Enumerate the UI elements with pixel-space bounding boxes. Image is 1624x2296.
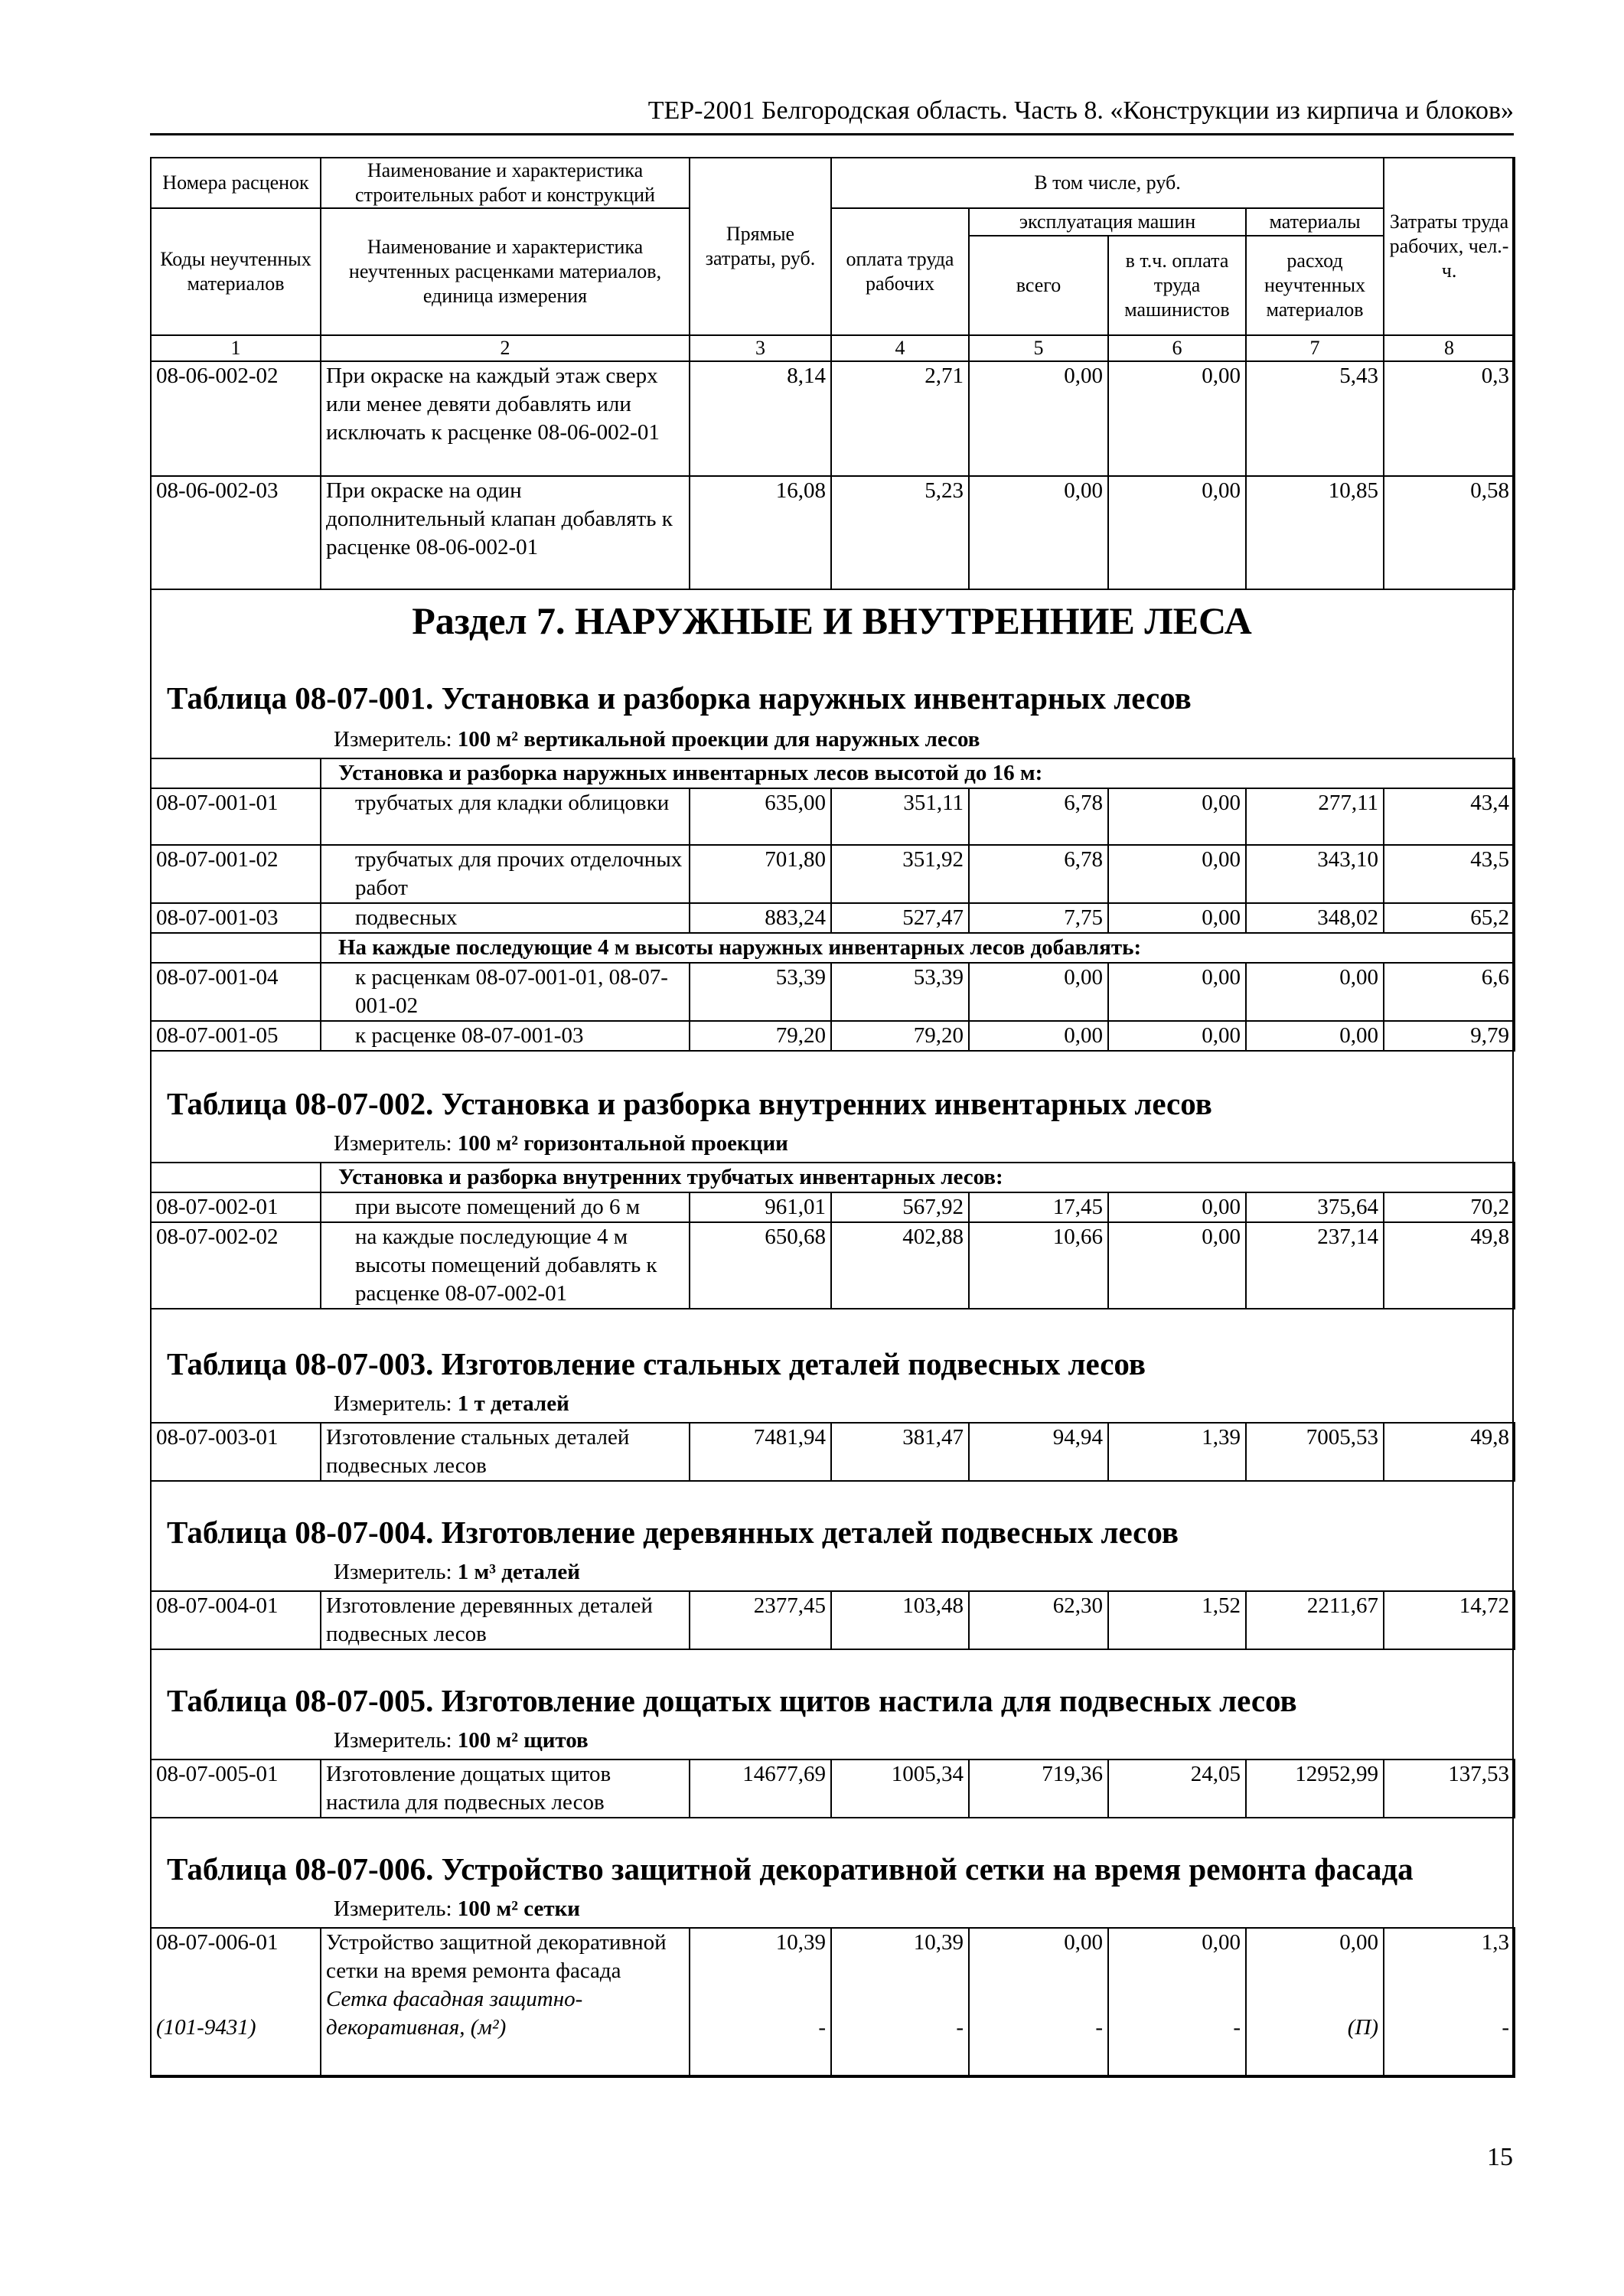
table-row <box>151 963 1515 1021</box>
row-value: 5,43 <box>1246 361 1384 476</box>
table-row <box>151 1760 1515 1818</box>
row-value: 7,75 <box>969 903 1108 933</box>
row-value-cell <box>831 1928 969 2077</box>
col-num: 4 <box>831 335 969 361</box>
row-code: 08-06-002-02 <box>151 361 321 476</box>
row-code: 08-07-001-05 <box>151 1021 321 1051</box>
table-row <box>151 1192 1515 1222</box>
row-value: 53,39 <box>831 963 969 1021</box>
row-value: 94,94 <box>969 1423 1108 1481</box>
measure-unit: 100 м² горизонтальной проекции <box>457 1131 788 1156</box>
subsection-heading: Установка и разборка наружных инвентарных лесов высотой до 16 м: <box>321 758 1515 788</box>
material-code: (101-9431) <box>156 2015 256 2040</box>
row-name: на каждые последующие 4 м высоты помещений добавлять к расценке 08-07-002-01 <box>321 1222 690 1309</box>
row-value: 1,52 <box>1108 1591 1246 1649</box>
row-value: 79,20 <box>690 1021 831 1051</box>
row-value: 0,00 <box>1108 361 1246 476</box>
row-value: 62,30 <box>969 1591 1108 1649</box>
row-value: 719,36 <box>969 1760 1108 1818</box>
row-name: при высоте помещений до 6 м <box>321 1192 690 1222</box>
table-row <box>151 903 1515 933</box>
row-value: 0,00 <box>969 963 1108 1021</box>
row-value: 0,58 <box>1384 476 1515 589</box>
row-value: 883,24 <box>690 903 831 933</box>
row-value: 0,00 <box>1339 1930 1378 1955</box>
col-labor: Затраты труда рабочих, чел.-ч. <box>1384 158 1515 335</box>
measure-unit: 100 м² щитов <box>457 1728 589 1753</box>
row-value: 635,00 <box>690 788 831 845</box>
col-including: В том числе, руб. <box>831 158 1384 208</box>
row-value: 0,00 <box>1108 903 1246 933</box>
row-value: 8,14 <box>690 361 831 476</box>
row-value: 49,8 <box>1384 1222 1515 1309</box>
row-value: 16,08 <box>690 476 831 589</box>
row-value-cell <box>1108 1928 1246 2077</box>
row-name: трубчатых для прочих отделочных работ <box>321 845 690 903</box>
row-value: 14677,69 <box>690 1760 831 1818</box>
col-name-materials: Наименование и характеристика неучтенных расценками материалов, единица измерения <box>321 208 690 335</box>
table-title: Таблица 08-07-005. Изготовление дощатых щитов настила для подвесных лесов <box>167 1683 1297 1718</box>
row-value: 1,39 <box>1108 1423 1246 1481</box>
row-value: 10,85 <box>1246 476 1384 589</box>
table-title: Таблица 08-07-001. Установка и разборка наружных инвентарных лесов <box>167 680 1192 716</box>
row-code: 08-07-006-01 <box>156 1930 279 1955</box>
table-row <box>151 1928 1515 2077</box>
row-value: 0,00 <box>1108 476 1246 589</box>
row-code: 08-07-003-01 <box>151 1423 321 1481</box>
row-code: 08-07-002-01 <box>151 1192 321 1222</box>
col-codes-materials: Коды неучтенных материалов <box>151 208 321 335</box>
table-row <box>151 361 1515 476</box>
row-name: Изготовление стальных деталей подвесных лесов <box>321 1423 690 1481</box>
row-value: 701,80 <box>690 845 831 903</box>
material-name: Сетка фасадная защитно-декоративная, (м²) <box>326 1987 583 2040</box>
table-title: Таблица 08-07-002. Установка и разборка внутренних инвентарных лесов <box>167 1086 1212 1121</box>
table-row <box>151 1021 1515 1051</box>
row-value: 7481,94 <box>690 1423 831 1481</box>
table-08-07-005 <box>150 1759 1515 1818</box>
row-value: 351,11 <box>831 788 969 845</box>
row-code: 08-07-004-01 <box>151 1591 321 1649</box>
measure-line <box>334 1896 580 1922</box>
row-value: 0,00 <box>1108 1192 1246 1222</box>
measure-line <box>334 1131 788 1156</box>
row-value: 6,6 <box>1384 963 1515 1021</box>
col-num: 6 <box>1108 335 1246 361</box>
row-value-cell <box>1384 1928 1515 2077</box>
row-code: 08-07-002-02 <box>151 1222 321 1309</box>
row-value: 402,88 <box>831 1222 969 1309</box>
row-value: 0,00 <box>1202 1930 1241 1955</box>
subsection-heading: На каждые последующие 4 м высоты наружных инвентарных лесов добавлять: <box>321 933 1515 963</box>
row-value: 567,92 <box>831 1192 969 1222</box>
table-08-07-004 <box>150 1590 1515 1650</box>
row-value-cell <box>1246 1928 1384 2077</box>
row-code: 08-07-001-01 <box>151 788 321 845</box>
row-value: 237,14 <box>1246 1222 1384 1309</box>
row-value: 70,2 <box>1384 1192 1515 1222</box>
row-value: 10,39 <box>913 1930 964 1955</box>
row-value: 0,00 <box>1108 845 1246 903</box>
row-value: 6,78 <box>969 788 1108 845</box>
table-title: Таблица 08-07-004. Изготовление деревянных деталей подвесных лесов <box>167 1515 1179 1550</box>
row-value: 527,47 <box>831 903 969 933</box>
row-value: 650,68 <box>690 1222 831 1309</box>
col-num: 2 <box>321 335 690 361</box>
row-code-cell <box>151 1928 321 2077</box>
row-value: 0,00 <box>1064 1930 1103 1955</box>
row-name: подвесных <box>321 903 690 933</box>
row-name: При окраске на один дополнительный клапан добавлять к расценке 08-06-002-01 <box>321 476 690 589</box>
row-code: 08-07-005-01 <box>151 1760 321 1818</box>
row-value: 1005,34 <box>831 1760 969 1818</box>
row-value: 0,00 <box>969 361 1108 476</box>
table-row <box>151 1591 1515 1649</box>
row-code: 08-07-001-02 <box>151 845 321 903</box>
row-value: 277,11 <box>1246 788 1384 845</box>
row-value: 2211,67 <box>1246 1591 1384 1649</box>
measure-label: Измеритель: <box>334 1896 452 1921</box>
measure-unit: 1 т деталей <box>457 1391 569 1416</box>
row-code: 08-07-001-04 <box>151 963 321 1021</box>
measure-unit: 100 м² вертикальной проекции для наружных лесов <box>457 727 980 752</box>
row-value: 0,00 <box>969 476 1108 589</box>
row-value: 1,3 <box>1481 1930 1509 1955</box>
table-08-07-003 <box>150 1422 1515 1482</box>
row-value: 43,4 <box>1384 788 1515 845</box>
row-value: 0,00 <box>1246 963 1384 1021</box>
col-direct-costs: Прямые затраты, руб. <box>690 158 831 335</box>
row-value: 137,53 <box>1384 1760 1515 1818</box>
table-title: Таблица 08-07-003. Изготовление стальных деталей подвесных лесов <box>167 1346 1146 1381</box>
row-value: 5,23 <box>831 476 969 589</box>
row-value: 9,79 <box>1384 1021 1515 1051</box>
row-value: 343,10 <box>1246 845 1384 903</box>
row-name: Изготовление деревянных деталей подвесных лесов <box>321 1591 690 1649</box>
row-value: 0,00 <box>1246 1021 1384 1051</box>
material-value: - <box>818 2015 826 2040</box>
row-value: 375,64 <box>1246 1192 1384 1222</box>
col-num: 7 <box>1246 335 1384 361</box>
table-row <box>151 476 1515 589</box>
measure-label: Измеритель: <box>334 727 452 752</box>
row-value: 2377,45 <box>690 1591 831 1649</box>
table-row <box>151 845 1515 903</box>
row-value: 6,78 <box>969 845 1108 903</box>
row-code: 08-07-001-03 <box>151 903 321 933</box>
row-value: 103,48 <box>831 1591 969 1649</box>
measure-unit: 1 м³ деталей <box>457 1560 580 1584</box>
col-codes-header: Номера расценок <box>151 158 321 208</box>
row-value-cell <box>969 1928 1108 2077</box>
table-row <box>151 1222 1515 1309</box>
row-value: 17,45 <box>969 1192 1108 1222</box>
table-08-07-006 <box>150 1927 1515 2078</box>
row-value: 0,3 <box>1384 361 1515 476</box>
row-name: к расценке 08-07-001-03 <box>321 1021 690 1051</box>
measure-label: Измеритель: <box>334 1560 452 1584</box>
row-name-cell <box>321 1928 690 2077</box>
col-wages: оплата труда рабочих <box>831 208 969 335</box>
measure-label: Измеритель: <box>334 1391 452 1416</box>
table-title: Таблица 08-07-006. Устройство защитной декоративной сетки на время ремонта фасада <box>167 1851 1414 1887</box>
row-value: 0,00 <box>1108 1222 1246 1309</box>
row-name: Изготовление дощатых щитов настила для подвесных лесов <box>321 1760 690 1818</box>
col-machines-total: всего <box>969 236 1108 335</box>
subsection-heading: Установка и разборка внутренних трубчатых инвентарных лесов: <box>321 1163 1515 1192</box>
material-value: - <box>956 2015 964 2040</box>
row-value: 0,00 <box>969 1021 1108 1051</box>
measure-line <box>334 1728 589 1753</box>
row-value: 14,72 <box>1384 1591 1515 1649</box>
row-name: к расценкам 08-07-001-01, 08-07-001-02 <box>321 963 690 1021</box>
page-number: 15 <box>1487 2143 1513 2171</box>
col-name-header: Наименование и характеристика строительных работ и конструкций <box>321 158 690 208</box>
measure-label: Измеритель: <box>334 1728 452 1753</box>
row-code: 08-06-002-03 <box>151 476 321 589</box>
row-value-cell <box>690 1928 831 2077</box>
row-value: 2,71 <box>831 361 969 476</box>
row-value: 10,39 <box>775 1930 826 1955</box>
row-value: 0,00 <box>1108 1021 1246 1051</box>
col-num: 5 <box>969 335 1108 361</box>
material-value: - <box>1233 2015 1241 2040</box>
row-value: 351,92 <box>831 845 969 903</box>
col-machinists-wages: в т.ч. оплата труда машинистов <box>1108 236 1246 335</box>
material-value: (П) <box>1347 2015 1378 2040</box>
row-name: Устройство защитной декоративной сетки на время ремонта фасада <box>326 1930 667 1983</box>
row-value: 348,02 <box>1246 903 1384 933</box>
table-row <box>151 788 1515 845</box>
section-title: Раздел 7. НАРУЖНЫЕ И ВНУТРЕННИЕ ЛЕСА <box>412 599 1252 642</box>
measure-label: Измеритель: <box>334 1131 452 1156</box>
running-header: ТЕР-2001 Белгородская область. Часть 8. «Конструкции из кирпича и блоков» <box>150 89 1514 135</box>
col-materials: материалы <box>1246 208 1384 236</box>
row-value: 79,20 <box>831 1021 969 1051</box>
header-table <box>150 157 1515 590</box>
measure-line <box>334 1391 569 1417</box>
row-name: При окраске на каждый этаж сверх или менее девяти добавлять или исключать к расценке 08-06-002-01 <box>321 361 690 476</box>
row-value: 7005,53 <box>1246 1423 1384 1481</box>
measure-line <box>334 1560 580 1585</box>
table-08-07-001 <box>150 758 1515 1052</box>
row-value: 49,8 <box>1384 1423 1515 1481</box>
row-value: 0,00 <box>1108 963 1246 1021</box>
row-value: 53,39 <box>690 963 831 1021</box>
measure-unit: 100 м² сетки <box>457 1896 580 1921</box>
row-value: 65,2 <box>1384 903 1515 933</box>
table-row <box>151 1423 1515 1481</box>
measure-line <box>334 727 980 752</box>
row-value: 961,01 <box>690 1192 831 1222</box>
row-value: 0,00 <box>1108 788 1246 845</box>
row-value: 43,5 <box>1384 845 1515 903</box>
row-value: 10,66 <box>969 1222 1108 1309</box>
table-08-07-002 <box>150 1162 1515 1309</box>
col-materials-consumption: расход неучтенных материалов <box>1246 236 1384 335</box>
material-value: - <box>1095 2015 1103 2040</box>
row-value: 381,47 <box>831 1423 969 1481</box>
col-num: 3 <box>690 335 831 361</box>
col-num: 8 <box>1384 335 1515 361</box>
col-num: 1 <box>151 335 321 361</box>
col-machines: эксплуатация машин <box>969 208 1246 236</box>
row-value: 24,05 <box>1108 1760 1246 1818</box>
row-name: трубчатых для кладки облицовки <box>321 788 690 845</box>
material-value: - <box>1502 2015 1509 2040</box>
row-value: 12952,99 <box>1246 1760 1384 1818</box>
